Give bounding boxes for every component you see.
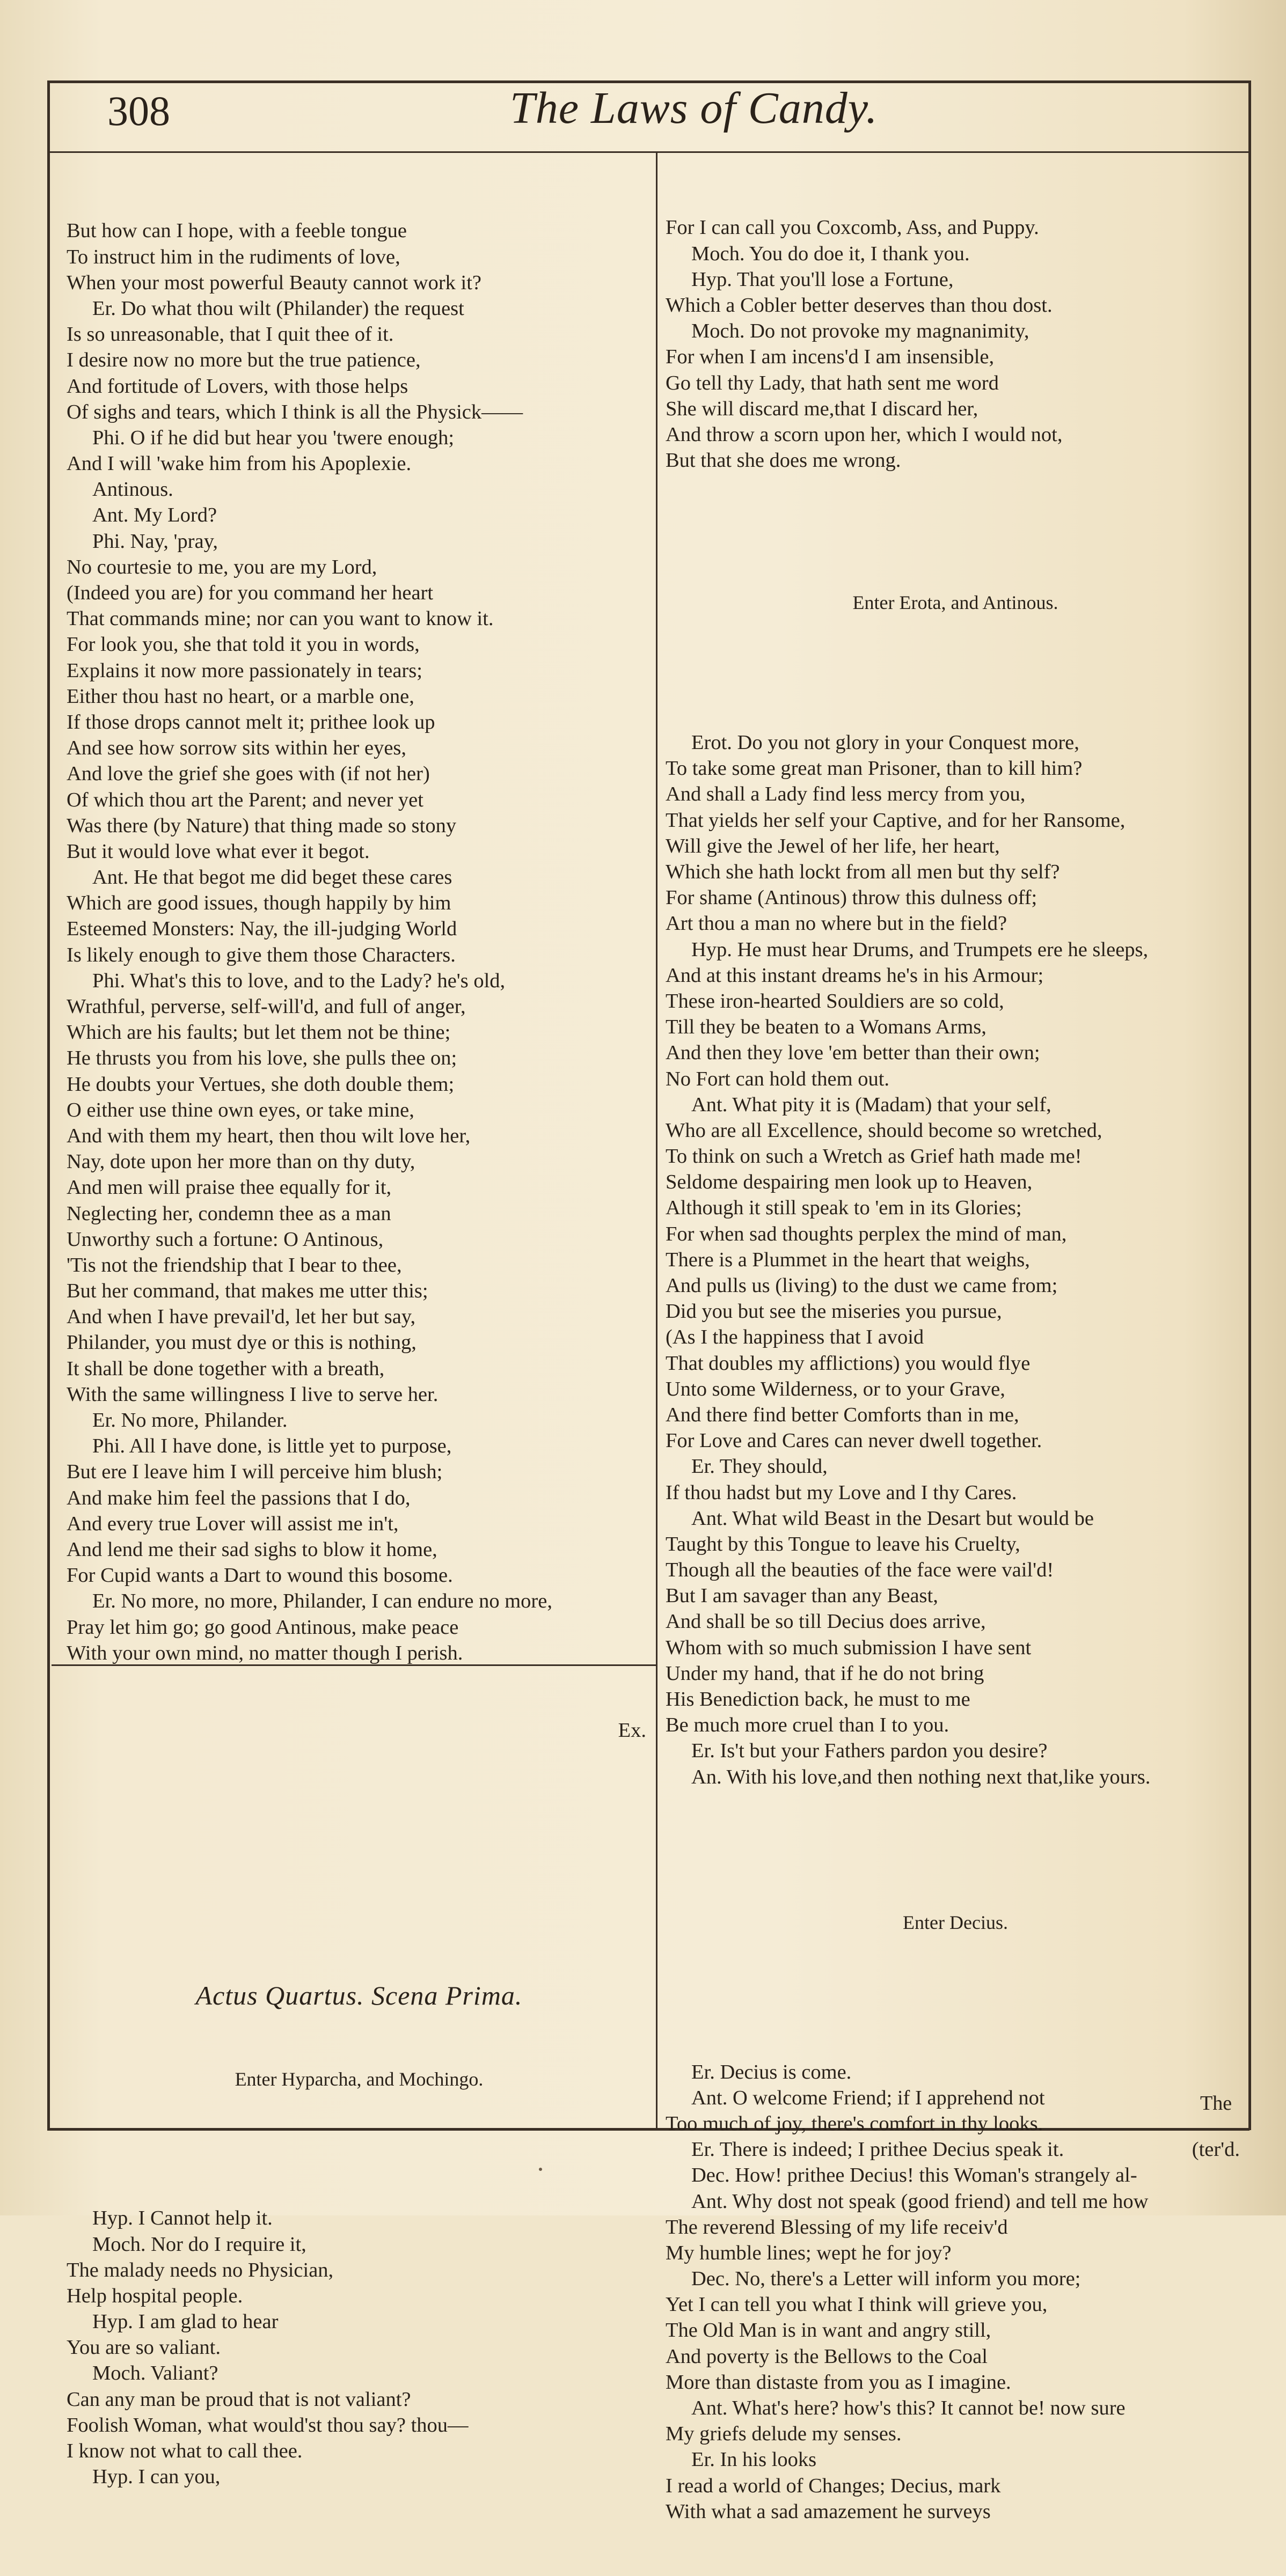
text-line: Er. Is't but your Fathers pardon you desire?	[691, 1740, 1048, 1763]
text-line: And throw a scorn upon her, which I would not,	[666, 423, 1063, 446]
text-line: Is so unreasonable, that I quit thee of it.	[67, 323, 394, 346]
stage-direction-2: Enter Decius.	[903, 1911, 1008, 1933]
text-line: Will give the Jewel of her life, her heart,	[666, 834, 1000, 857]
text-line: But I am savager than any Beast,	[666, 1584, 938, 1608]
text-line: And shall a Lady find less mercy from you,	[666, 783, 1026, 806]
text-line: Too much of joy, there's comfort in thy looks.	[666, 2112, 1043, 2135]
text-line: And then they love 'em better than their own;	[666, 1041, 1040, 1065]
text-line: I desire now no more but the true patience,	[67, 349, 421, 372]
text-line: Phi. All I have done, is little yet to purpose,	[92, 1435, 452, 1458]
text-line: The reverend Blessing of my life receiv'd	[666, 2215, 1008, 2239]
text-line: Er. No more, Philander.	[92, 1409, 288, 1432]
stage-direction-1: Enter Erota, and Antinous.	[852, 592, 1058, 614]
text-line: He doubts your Vertues, she doth double them;	[67, 1073, 455, 1096]
text-line: And when I have prevail'd, let her but say,	[67, 1305, 416, 1329]
running-title: The Laws of Candy.	[510, 83, 878, 133]
text-line: And there find better Comforts than in me,	[666, 1403, 1019, 1426]
text-line: For Love and Cares can never dwell together.	[666, 1429, 1042, 1452]
text-line: Dec. How! prithee Decius! this Woman's strangely al-	[691, 2164, 1137, 2187]
frame-left-rule	[47, 80, 50, 2130]
text-line: Till they be beaten to a Womans Arms,	[666, 1016, 987, 1039]
text-line: Ant. What pity it is (Madam) that your self,	[691, 1093, 1051, 1116]
text-line: O either use thine own eyes, or take mine,	[67, 1098, 414, 1121]
catchword: The	[1200, 2092, 1232, 2115]
text-line: Go tell thy Lady, that hath sent me word	[666, 371, 999, 394]
text-line: Moch. Valiant?	[92, 2362, 218, 2385]
text-line: And pulls us (living) to the dust we came from;	[666, 1274, 1058, 1297]
text-line: 'Tis not the friendship that I bear to thee,	[67, 1253, 402, 1276]
text-line: Explains it now more passionately in tears;	[67, 659, 422, 682]
text-line: That doubles my afflictions) you would flye	[666, 1352, 1031, 1375]
text-line: Moch. Do not provoke my magnanimity,	[691, 320, 1029, 343]
text-line: Be much more cruel than I to you.	[666, 1714, 949, 1737]
text-line: With your own mind, no matter though I perish.	[67, 1641, 463, 1664]
act-stage-direction: Enter Hyparcha, and Mochingo.	[235, 2068, 484, 2090]
text-line: Whom with so much submission I have sent	[666, 1636, 1032, 1659]
text-line: With the same willingness I live to serve her.	[67, 1383, 439, 1406]
text-line: That yields her self your Captive, and for her Ransome,	[666, 809, 1126, 832]
text-line: Can any man be proud that is not valiant?	[67, 2388, 411, 2411]
text-line: My humble lines; wept he for joy?	[666, 2241, 952, 2264]
text-line: More than distaste from you as I imagine.	[666, 2370, 1011, 2394]
text-line: Neglecting her, condemn thee as a man	[67, 1202, 391, 1225]
text-line: And I will 'wake him from his Apoplexie.	[67, 452, 412, 475]
text-line: To take some great man Prisoner, than to kill him?	[666, 757, 1083, 780]
text-line: Dec. No, there's a Letter will inform you more;	[691, 2267, 1081, 2291]
text-line: Ant. My Lord?	[92, 504, 217, 527]
text-line: Ant. What's here? how's this? It cannot be! now sure	[691, 2397, 1126, 2420]
text-line: Er. They should,	[691, 1455, 828, 1478]
text-line: Er. No more, no more, Philander, I can endure no more,	[92, 1590, 552, 1613]
text-line: But ere I leave him I will perceive him blush;	[67, 1461, 443, 1484]
text-line: Hyp. I can you,	[92, 2465, 221, 2489]
text-line: Erot. Do you not glory in your Conquest more,	[691, 731, 1079, 754]
text-line: When your most powerful Beauty cannot work it?	[67, 271, 482, 294]
text-line: My griefs delude my senses.	[666, 2423, 902, 2446]
text-line: Which are good issues, though happily by him	[67, 892, 451, 915]
text-line: Phi. Nay, 'pray,	[92, 530, 218, 553]
text-line: But how can I hope, with a feeble tongue	[67, 219, 407, 243]
text-line: Help hospital people.	[67, 2284, 243, 2307]
text-line: Taught by this Tongue to leave his Cruelty,	[666, 1532, 1020, 1555]
text-line: Moch. Nor do I require it,	[92, 2233, 306, 2256]
text-line: Though all the beauties of the face were vail'd!	[666, 1559, 1054, 1582]
text-line: And poverty is the Bellows to the Coal	[666, 2345, 988, 2368]
header-rule	[47, 151, 1250, 153]
text-line: For when sad thoughts perplex the mind of man,	[666, 1222, 1067, 1245]
page-speck	[539, 2168, 542, 2171]
right-dialogue-a	[666, 215, 1245, 473]
text-line: Yet I can tell you what I think will grieve you,	[666, 2293, 1048, 2316]
text-line: Although it still speak to 'em in its Glories;	[666, 1197, 1022, 1220]
text-line: Pray let him go; go good Antinous, make peace	[67, 1616, 459, 1639]
text-line: Which she hath lockt from all men but thy self?	[666, 861, 1060, 884]
text-line: Philander, you must dye or this is nothing,	[67, 1331, 417, 1354]
exit-mark: Ex.	[618, 1719, 646, 1742]
text-line: Ant. What wild Beast in the Desart but would be	[691, 1507, 1094, 1530]
text-line: His Benediction back, he must to me	[666, 1688, 970, 1711]
text-line: Hyp. I Cannot help it.	[92, 2207, 273, 2230]
text-line: Hyp. He must hear Drums, and Trumpets ere he sleeps,	[691, 938, 1149, 961]
text-line: The malady needs no Physician,	[67, 2258, 334, 2281]
text-line: But her command, that makes me utter this;	[67, 1280, 428, 1303]
text-line: And lend me their sad sighs to blow it home,	[67, 1538, 437, 1561]
text-line: With what a sad amazement he surveys	[666, 2500, 991, 2523]
text-line: Ant. O welcome Friend; if I apprehend not	[691, 2086, 1045, 2109]
text-line: And at this instant dreams he's in his Armour;	[666, 964, 1044, 987]
text-line: And every true Lover will assist me in't,	[67, 1512, 399, 1535]
text-line: And shall be so till Decius does arrive,	[666, 1610, 986, 1633]
text-line: Who are all Excellence, should become so wretched,	[666, 1119, 1102, 1142]
text-line: He thrusts you from his love, she pulls thee on;	[67, 1047, 457, 1070]
text-line: Hyp. I am glad to hear	[92, 2310, 279, 2333]
text-line: And see how sorrow sits within her eyes,	[67, 737, 407, 760]
text-line: (As I the happiness that I avoid	[666, 1326, 924, 1349]
text-line: Seldome despairing men look up to Heaven,	[666, 1171, 1033, 1194]
text-line: And men will praise thee equally for it,	[67, 1176, 392, 1199]
text-line: But it would love what ever it begot.	[67, 840, 370, 863]
text-line: Art thou a man no where but in the field?	[666, 912, 1007, 935]
text-line: Unto some Wilderness, or to your Grave,	[666, 1377, 1005, 1400]
text-line: Foolish Woman, what would'st thou say? thou—	[67, 2413, 469, 2436]
text-line: Phi. What's this to love, and to the Lady? he's old,	[92, 969, 506, 992]
act-dialogue	[67, 2205, 652, 2490]
text-line: Ant. He that begot me did beget these cares	[92, 866, 452, 889]
text-line: Did you but see the miseries you pursue,	[666, 1300, 1002, 1323]
text-line: If those drops cannot melt it; prithee look up	[67, 710, 435, 733]
act-heading: Actus Quartus. Scena Prima.	[195, 1980, 523, 2010]
text-line: I read a world of Changes; Decius, mark	[666, 2474, 1001, 2497]
text-line: And make him feel the passions that I do,	[67, 1486, 411, 1509]
text-line: Unworthy such a fortune: O Antinous,	[67, 1228, 384, 1251]
text-line: And with them my heart, then thou wilt love her,	[67, 1124, 471, 1147]
left-dialogue	[67, 218, 652, 1666]
margin-note: (ter'd.	[1192, 2138, 1240, 2161]
text-line: If thou hadst but my Love and I thy Cares.	[666, 1481, 1017, 1504]
text-line: Er. In his looks	[691, 2448, 817, 2471]
text-line: For Cupid wants a Dart to wound this bosome.	[67, 1564, 453, 1587]
exit-line	[67, 1718, 652, 1743]
text-line: No courtesie to me, you are my Lord,	[67, 555, 377, 578]
text-line: For when I am incens'd I am insensible,	[666, 346, 995, 369]
text-line: Wrathful, perverse, self-will'd, and full of anger,	[67, 995, 466, 1018]
text-line: Antinous.	[92, 478, 173, 501]
text-line: To think on such a Wretch as Grief hath made me!	[666, 1145, 1082, 1168]
text-line: That commands mine; nor can you want to know it.	[67, 607, 494, 630]
text-line: These iron-hearted Souldiers are so cold,	[666, 989, 1004, 1012]
text-line: To instruct him in the rudiments of love,	[67, 245, 400, 268]
text-line: Of sighs and tears, which I think is all the Physick——	[67, 400, 523, 423]
text-line: No Fort can hold them out.	[666, 1067, 890, 1090]
text-line: Either thou hast no heart, or a marble one,	[67, 685, 414, 708]
text-line: Moch. You do doe it, I thank you.	[691, 242, 970, 265]
text-line: Was there (by Nature) that thing made so stony	[67, 814, 457, 837]
text-line: I know not what to call thee.	[67, 2440, 303, 2462]
text-line: Esteemed Monsters: Nay, the ill-judging World	[67, 918, 457, 941]
text-line: Hyp. That you'll lose a Fortune,	[691, 268, 954, 291]
text-line: Er. There is indeed; I prithee Decius speak it. (ter'd.	[666, 2137, 1245, 2162]
text-line: The Old Man is in want and angry still,	[666, 2319, 991, 2342]
text-line: Ant. Why dost not speak (good friend) and tell me how	[691, 2190, 1149, 2213]
text-line: And love the grief she goes with (if not her)	[67, 762, 430, 786]
left-column	[67, 166, 652, 2542]
text-line: It shall be done together with a breath,	[67, 1357, 385, 1380]
text-line: Er. Do what thou wilt (Philander) the request	[92, 297, 464, 320]
text-line: You are so valiant.	[67, 2336, 221, 2359]
column-divider	[656, 151, 657, 2128]
text-line: But that she does me wrong.	[666, 449, 901, 472]
text-line: Nay, dote upon her more than on thy duty,	[67, 1150, 415, 1173]
text-line: And fortitude of Lovers, with those helps	[67, 375, 408, 398]
text-line: She will discard me,that I discard her,	[666, 397, 978, 420]
text-line: For I can call you Coxcomb, Ass, and Puppy.	[666, 216, 1039, 239]
text-line: An. With his love,and then nothing next that,like yours.	[691, 1765, 1151, 1788]
text-line: Which are his faults; but let them not be thine;	[67, 1021, 451, 1044]
frame-right-rule	[1248, 80, 1251, 2130]
right-dialogue-c	[666, 2059, 1245, 2524]
text-line: Of which thou art the Parent; and never yet	[67, 788, 423, 811]
text-line: Er. Decius is come.	[691, 2060, 852, 2083]
text-line: Under my hand, that if he do not bring	[666, 1662, 984, 1685]
text-line: Phi. O if he did but hear you 'twere enough;	[92, 426, 455, 449]
text-line: There is a Plummet in the heart that weighs,	[666, 1248, 1030, 1271]
text-line: Which a Cobler better deserves than thou dost.	[666, 293, 1053, 317]
right-dialogue-b	[666, 730, 1245, 1790]
text-line: For look you, she that told it you in words,	[67, 633, 420, 656]
text-line: (Indeed you are) for you command her heart	[67, 582, 434, 605]
text-line: For shame (Antinous) throw this dulness off;	[666, 886, 1037, 909]
right-column	[666, 163, 1245, 2576]
text-line: Is likely enough to give them those Characters.	[67, 943, 456, 966]
page-number: 308	[107, 87, 170, 134]
